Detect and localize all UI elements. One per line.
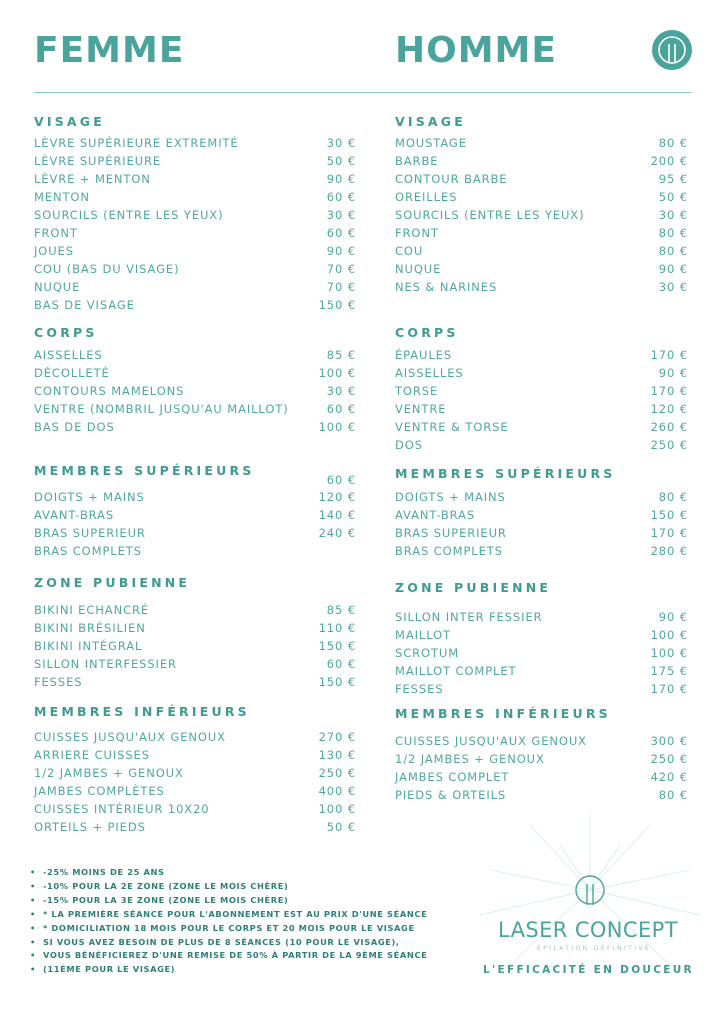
list-item	[395, 366, 688, 382]
item-name: CONTOURS MAMELONS	[34, 384, 185, 398]
item-price: 70 €	[326, 280, 356, 294]
item-name: 1/2 JAMBES + GENOUX	[34, 766, 184, 780]
section-title: MEMBRES SUPÉRIEURS	[395, 466, 616, 481]
section-title: MEMBRES SUPÉRIEURS	[34, 463, 255, 478]
item-name: ÉPAULES	[395, 348, 453, 362]
item-price: 100 €	[650, 646, 688, 660]
list-item	[395, 280, 688, 296]
list-item	[34, 298, 356, 314]
item-name: BRAS COMPLETS	[34, 544, 142, 558]
item-price: 60 €	[326, 473, 356, 487]
item-price: 100 €	[650, 628, 688, 642]
list-item	[395, 682, 688, 698]
item-price: 80 €	[658, 136, 688, 150]
list-item	[34, 802, 356, 818]
sunburst-decoration	[470, 815, 710, 1005]
item-price: 170 €	[650, 384, 688, 398]
item-price: 30 €	[326, 208, 356, 222]
item-name: ORTEILS + PIEDS	[34, 820, 146, 834]
item-price: 90 €	[658, 366, 688, 380]
list-item	[34, 490, 356, 506]
list-item	[395, 490, 688, 506]
list-item	[395, 770, 688, 786]
list-item	[34, 621, 356, 637]
title-homme: HOMME	[395, 30, 557, 71]
item-name: JAMBES COMPLET	[395, 770, 510, 784]
item-price: 30 €	[326, 384, 356, 398]
item-price: 100 €	[318, 366, 356, 380]
item-price: 150 €	[318, 298, 356, 312]
item-price: 95 €	[658, 172, 688, 186]
brand-tagline: L'EFFICACITÉ EN DOUCEUR	[483, 964, 694, 976]
list-item	[395, 172, 688, 188]
list-item	[34, 172, 356, 188]
item-price: 150 €	[318, 675, 356, 689]
item-price: 250 €	[318, 766, 356, 780]
item-name: AVANT-BRAS	[34, 508, 115, 522]
list-item	[395, 402, 688, 418]
list-item	[34, 366, 356, 382]
list-item	[34, 766, 356, 782]
list-item	[395, 544, 688, 560]
list-item	[395, 610, 688, 626]
item-price: 100 €	[318, 420, 356, 434]
item-name: CUISSES INTÉRIEUR 10X20	[34, 802, 210, 816]
note-item: • -10% POUR LA 2E ZONE (ZONE LE MOIS CHÈRE)	[30, 880, 427, 894]
item-price: 90 €	[658, 262, 688, 276]
list-item	[34, 190, 356, 206]
item-price: 100 €	[318, 802, 356, 816]
list-item	[395, 136, 688, 152]
list-item	[395, 420, 688, 436]
item-price: 90 €	[326, 244, 356, 258]
list-item	[34, 208, 356, 224]
item-name: COU (BAS DU VISAGE)	[34, 262, 180, 276]
item-name: NUQUE	[34, 280, 81, 294]
list-item	[34, 603, 356, 619]
title-femme: FEMME	[34, 30, 185, 71]
list-item	[34, 136, 356, 152]
item-name: FESSES	[34, 675, 83, 689]
item-name: DOIGTS + MAINS	[395, 490, 506, 504]
item-price: 420 €	[650, 770, 688, 784]
item-name: OREILLES	[395, 190, 458, 204]
item-name: MAILLOT	[395, 628, 451, 642]
list-item	[395, 244, 688, 260]
item-name: BIKINI INTÉGRAL	[34, 639, 143, 653]
list-item	[395, 348, 688, 364]
item-name: NUQUE	[395, 262, 442, 276]
item-name: CONTOUR BARBE	[395, 172, 508, 186]
item-price: 400 €	[318, 784, 356, 798]
list-item	[395, 664, 688, 680]
item-name: COU	[395, 244, 424, 258]
item-name: DÉCOLLETÉ	[34, 366, 110, 380]
section-title: ZONE PUBIENNE	[34, 575, 191, 590]
list-item	[34, 473, 356, 489]
list-item	[34, 820, 356, 836]
item-price: 270 €	[318, 730, 356, 744]
list-item	[395, 752, 688, 768]
list-item	[395, 438, 688, 454]
note-item: • (11ÈME POUR LE VISAGE)	[30, 963, 427, 977]
item-name: BRAS SUPERIEUR	[34, 526, 146, 540]
item-price: 250 €	[650, 438, 688, 452]
item-name: MAILLOT COMPLET	[395, 664, 517, 678]
item-name: MOUSTAGE	[395, 136, 467, 150]
section-title: MEMBRES INFÉRIEURS	[34, 704, 250, 719]
item-price: 60 €	[326, 190, 356, 204]
item-price: 90 €	[658, 610, 688, 624]
list-item	[395, 508, 688, 524]
item-name: BRAS SUPERIEUR	[395, 526, 507, 540]
item-name: ARRIERE CUISSES	[34, 748, 150, 762]
notes-list	[30, 866, 427, 977]
section-title: ZONE PUBIENNE	[395, 580, 552, 595]
list-item	[395, 190, 688, 206]
list-item	[34, 730, 356, 746]
list-item	[395, 208, 688, 224]
item-name: LÈVRE SUPÉRIEURE	[34, 154, 162, 168]
list-item	[34, 784, 356, 800]
note-item: • * LA PREMIÈRE SÉANCE POUR L'ABONNEMENT EST AU PRIX D'UNE SÉANCE	[30, 908, 427, 922]
item-name: LÈVRE + MENTON	[34, 172, 151, 186]
list-item	[395, 788, 688, 804]
list-item	[395, 646, 688, 662]
list-item	[34, 508, 356, 524]
item-name: BIKINI BRÉSILIEN	[34, 621, 146, 635]
item-name: BIKINI ECHANCRÉ	[34, 603, 150, 617]
list-item	[34, 384, 356, 400]
list-item	[34, 244, 356, 260]
item-name: SOURCILS (ENTRE LES YEUX)	[34, 208, 224, 222]
item-price: 30 €	[658, 280, 688, 294]
item-name: SOURCILS (ENTRE LES YEUX)	[395, 208, 585, 222]
list-item	[34, 748, 356, 764]
item-name: JOUES	[34, 244, 74, 258]
item-price: 300 €	[650, 734, 688, 748]
item-name: SILLON INTER FESSIER	[395, 610, 543, 624]
list-item	[34, 657, 356, 673]
item-name: SCROTUM	[395, 646, 460, 660]
item-name: BARBE	[395, 154, 439, 168]
note-item: • VOUS BÉNÉFICIEREZ D'UNE REMISE DE 50% À PARTIR DE LA 9ÈME SÉANCE	[30, 949, 427, 963]
item-name: VENTRE (NOMBRIL JUSQU'AU MAILLOT)	[34, 402, 289, 416]
item-name: SILLON INTERFESSIER	[34, 657, 177, 671]
list-item	[395, 226, 688, 242]
item-name: 1/2 JAMBES + GENOUX	[395, 752, 545, 766]
item-price: 150 €	[650, 508, 688, 522]
list-item	[395, 384, 688, 400]
item-name: AVANT-BRAS	[395, 508, 476, 522]
item-price: 280 €	[650, 544, 688, 558]
item-price: 80 €	[658, 226, 688, 240]
item-price: 170 €	[650, 526, 688, 540]
item-name: DOIGTS + MAINS	[34, 490, 145, 504]
brand-name: LASER CONCEPT	[498, 918, 678, 942]
item-price: 85 €	[326, 348, 356, 362]
item-price: 60 €	[326, 226, 356, 240]
note-item: • SI VOUS AVEZ BESOIN DE PLUS DE 8 SÉANCES (10 POUR LE VISAGE),	[30, 936, 427, 950]
item-price: 140 €	[318, 508, 356, 522]
list-item	[34, 226, 356, 242]
logo-icon	[652, 30, 692, 70]
item-name: JAMBES COMPLÈTES	[34, 784, 165, 798]
item-price: 120 €	[650, 402, 688, 416]
item-price: 30 €	[326, 136, 356, 150]
list-item	[34, 526, 356, 542]
item-name: LÈVRE SUPÉRIEURE EXTREMITÉ	[34, 136, 239, 150]
item-name: AISSELLES	[34, 348, 103, 362]
item-name: TORSE	[395, 384, 439, 398]
item-name: VENTRE & TORSE	[395, 420, 509, 434]
item-price: 240 €	[318, 526, 356, 540]
item-name: NES & NARINES	[395, 280, 498, 294]
list-item	[34, 420, 356, 436]
item-name: BAS DE DOS	[34, 420, 115, 434]
list-item	[34, 639, 356, 655]
item-name: VENTRE	[395, 402, 447, 416]
item-price: 90 €	[326, 172, 356, 186]
section-title: VISAGE	[34, 114, 106, 129]
item-price: 50 €	[326, 820, 356, 834]
item-name: AISSELLES	[395, 366, 464, 380]
item-name: CUISSES JUSQU'AUX GENOUX	[34, 730, 226, 744]
list-item	[395, 262, 688, 278]
item-price: 130 €	[318, 748, 356, 762]
item-price: 170 €	[650, 682, 688, 696]
item-price: 120 €	[318, 490, 356, 504]
item-price: 60 €	[326, 402, 356, 416]
item-name: DOS	[395, 438, 423, 452]
list-item	[34, 280, 356, 296]
list-item	[34, 154, 356, 170]
list-item	[395, 526, 688, 542]
list-item	[34, 544, 356, 560]
brand-subtitle: ÉPILATION DÉFINITIVE	[537, 945, 652, 952]
item-price: 60 €	[326, 657, 356, 671]
item-price: 50 €	[326, 154, 356, 168]
list-item	[395, 734, 688, 750]
item-price: 150 €	[318, 639, 356, 653]
list-item	[395, 154, 688, 170]
section-title: MEMBRES INFÉRIEURS	[395, 706, 611, 721]
item-name: CUISSES JUSQU'AUX GENOUX	[395, 734, 587, 748]
item-price: 110 €	[318, 621, 356, 635]
item-name: BRAS COMPLETS	[395, 544, 503, 558]
item-price: 80 €	[658, 788, 688, 802]
list-item	[34, 675, 356, 691]
item-price: 50 €	[658, 190, 688, 204]
item-name: FRONT	[395, 226, 439, 240]
list-item	[395, 628, 688, 644]
header-divider	[34, 92, 692, 93]
item-name: FRONT	[34, 226, 78, 240]
item-price: 250 €	[650, 752, 688, 766]
list-item	[34, 402, 356, 418]
item-price: 170 €	[650, 348, 688, 362]
note-item: • -25% MOINS DE 25 ANS	[30, 866, 427, 880]
item-price: 80 €	[658, 244, 688, 258]
note-item: • * DOMICILIATION 18 MOIS POUR LE CORPS ET 20 MOIS POUR LE VISAGE	[30, 922, 427, 936]
item-price: 260 €	[650, 420, 688, 434]
list-item	[34, 262, 356, 278]
item-price: 200 €	[650, 154, 688, 168]
note-item: • -15% POUR LA 3E ZONE (ZONE LE MOIS CHÈRE)	[30, 894, 427, 908]
item-price: 80 €	[658, 490, 688, 504]
item-name: PIEDS & ORTEILS	[395, 788, 507, 802]
item-price: 70 €	[326, 262, 356, 276]
item-name: BAS DE VISAGE	[34, 298, 135, 312]
item-price: 30 €	[658, 208, 688, 222]
section-title: VISAGE	[395, 114, 467, 129]
item-price: 175 €	[650, 664, 688, 678]
section-title: CORPS	[34, 325, 98, 340]
section-title: CORPS	[395, 325, 459, 340]
list-item	[34, 348, 356, 364]
item-name: FESSES	[395, 682, 444, 696]
item-price: 85 €	[326, 603, 356, 617]
item-name: MENTON	[34, 190, 90, 204]
